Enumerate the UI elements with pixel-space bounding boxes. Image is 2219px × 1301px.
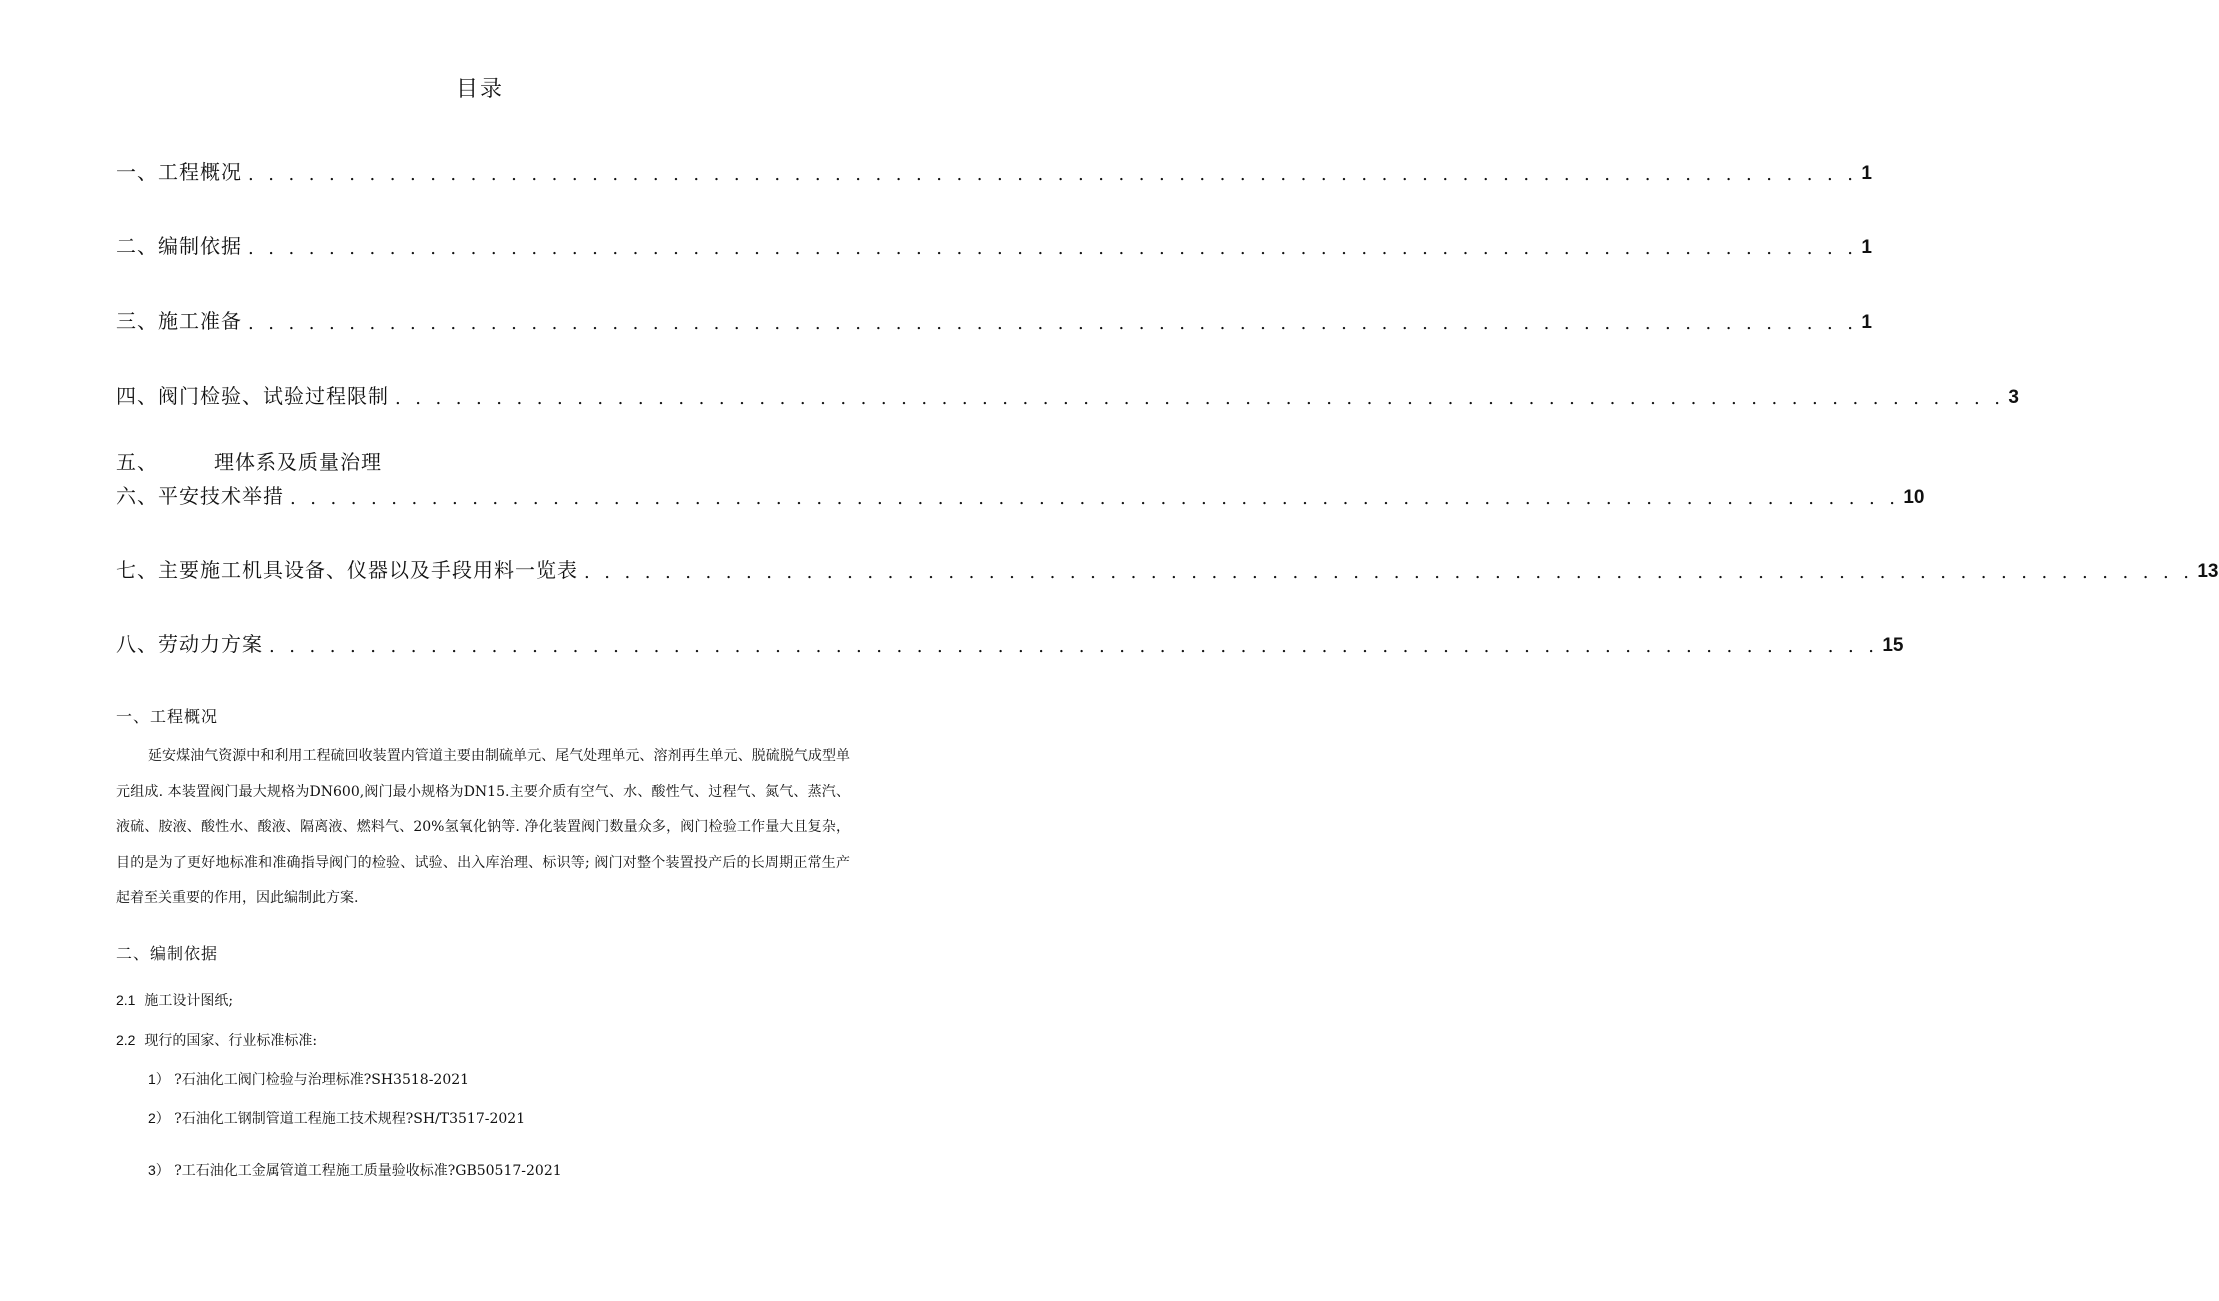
toc-entry-text: 四、阀门检验、试验过程限制	[116, 384, 389, 408]
basis-item-number: 2.2	[116, 1032, 136, 1048]
toc-entry[interactable]	[116, 155, 1872, 185]
basis-item	[116, 990, 233, 1010]
toc-entry[interactable]	[116, 229, 1872, 259]
basis-item	[116, 1030, 317, 1050]
standard-item-text: ?工石油化工金属管道工程施工质量验收标准?GB50517-2021	[174, 1163, 562, 1179]
section-heading: 二、编制依据	[116, 944, 219, 963]
basis-item-number: 2.1	[116, 992, 136, 1008]
basis-item-text: 施工设计图纸;	[144, 993, 234, 1009]
toc-page-number: 10	[1903, 487, 1925, 508]
toc-entry-text: 六、平安技术举措	[116, 484, 284, 508]
standard-item-number: 2）	[148, 1110, 170, 1126]
toc-leader-dots: . . . . . . . . . . . . . . . . . . . . . . . . . . . . . . . . . . . . . . . . . . . . . . . . . . . . . . . . . . . . . . . . . . . . . . . . . . . . . . . .	[248, 238, 1858, 259]
toc-entry-text: 三、施工准备	[116, 309, 242, 333]
toc-title: 目录	[455, 77, 504, 102]
toc-entry-text: 二、编制依据	[116, 234, 242, 258]
section-paragraph: 延安煤油气资源中和利用工程硫回收装置内管道主要由制硫单元、尾气处理单元、溶剂再生单元、脱硫脱气成型单元组成. 本装置阀门最大规格为DN600,阀门最小规格为DN15.主要介质有空气、水、酸性气、过程气、氮气、蒸汽、液硫、胺液、酸性水、酸液、隔离液、燃料气、20%氢氧化钠等. 净化装置阀门数量众多，阀门检验工作量大且复杂，目的是为了更好地标准和准确指导阀门的检验、试验、出入库治理、标识等; 阀门对整个装置投产后的长周期正常生产起着至关重要的作用，因此编制此方案.	[116, 748, 850, 906]
toc-page-number: 15	[1882, 635, 1904, 656]
toc-entry-text: 一、工程概况	[116, 160, 242, 184]
toc-entry-prefix: 五、	[116, 450, 158, 474]
toc-entry[interactable]	[116, 379, 2019, 409]
standard-item	[148, 1069, 469, 1089]
toc-leader-dots: . . . . . . . . . . . . . . . . . . . . . . . . . . . . . . . . . . . . . . . . . . . . . . . . . . . . . . . . . . . . . . . . . . . . . . . . . . . . . . . .	[248, 313, 1858, 334]
toc-page-number: 1	[1861, 163, 1872, 184]
toc-entry-text: 七、主要施工机具设备、仪器以及手段用料一览表	[116, 558, 578, 582]
toc-leader-dots: . . . . . . . . . . . . . . . . . . . . . . . . . . . . . . . . . . . . . . . . . . . . . . . . . . . . . . . . . . . . . . . . . . . . . . . . . . . . . . . .	[248, 164, 1858, 185]
toc-entry-partial[interactable]	[116, 446, 382, 476]
toc-page-number: 3	[2008, 387, 2019, 408]
section-heading: 一、工程概况	[116, 707, 219, 726]
toc-entry[interactable]	[116, 553, 2219, 583]
standard-item	[148, 1160, 562, 1180]
toc-leader-dots: . . . . . . . . . . . . . . . . . . . . . . . . . . . . . . . . . . . . . . . . . . . . . . . . . . . . . . . . . . . . . . . . . . . . . . . . . . . . . . . .	[584, 562, 2194, 583]
toc-leader-dots: . . . . . . . . . . . . . . . . . . . . . . . . . . . . . . . . . . . . . . . . . . . . . . . . . . . . . . . . . . . . . . . . . . . . . . . . . . . . . . . .	[290, 488, 1900, 509]
toc-entry-text: 理体系及质量治理	[214, 450, 382, 474]
standard-item	[148, 1108, 525, 1128]
toc-entry[interactable]	[116, 627, 1904, 657]
basis-item-text: 现行的国家、行业标准标准:	[144, 1033, 318, 1049]
toc-page-number: 1	[1861, 237, 1872, 258]
toc-leader-dots: . . . . . . . . . . . . . . . . . . . . . . . . . . . . . . . . . . . . . . . . . . . . . . . . . . . . . . . . . . . . . . . . . . . . . . . . . . . . . . . .	[395, 388, 2005, 409]
standard-item-number: 1）	[148, 1071, 170, 1087]
toc-entry-text: 八、劳动力方案	[116, 632, 263, 656]
toc-page-number: 13	[2197, 561, 2219, 582]
standard-item-text: ?石油化工钢制管道工程施工技术规程?SH/T3517-2021	[174, 1111, 526, 1127]
standard-item-text: ?石油化工阀门检验与治理标准?SH3518-2021	[174, 1072, 470, 1088]
toc-leader-dots: . . . . . . . . . . . . . . . . . . . . . . . . . . . . . . . . . . . . . . . . . . . . . . . . . . . . . . . . . . . . . . . . . . . . . . . . . . . . . . . .	[269, 636, 1879, 657]
toc-page-number: 1	[1861, 312, 1872, 333]
standard-item-number: 3）	[148, 1162, 170, 1178]
toc-entry[interactable]	[116, 304, 1872, 334]
toc-entry[interactable]	[116, 479, 1925, 509]
